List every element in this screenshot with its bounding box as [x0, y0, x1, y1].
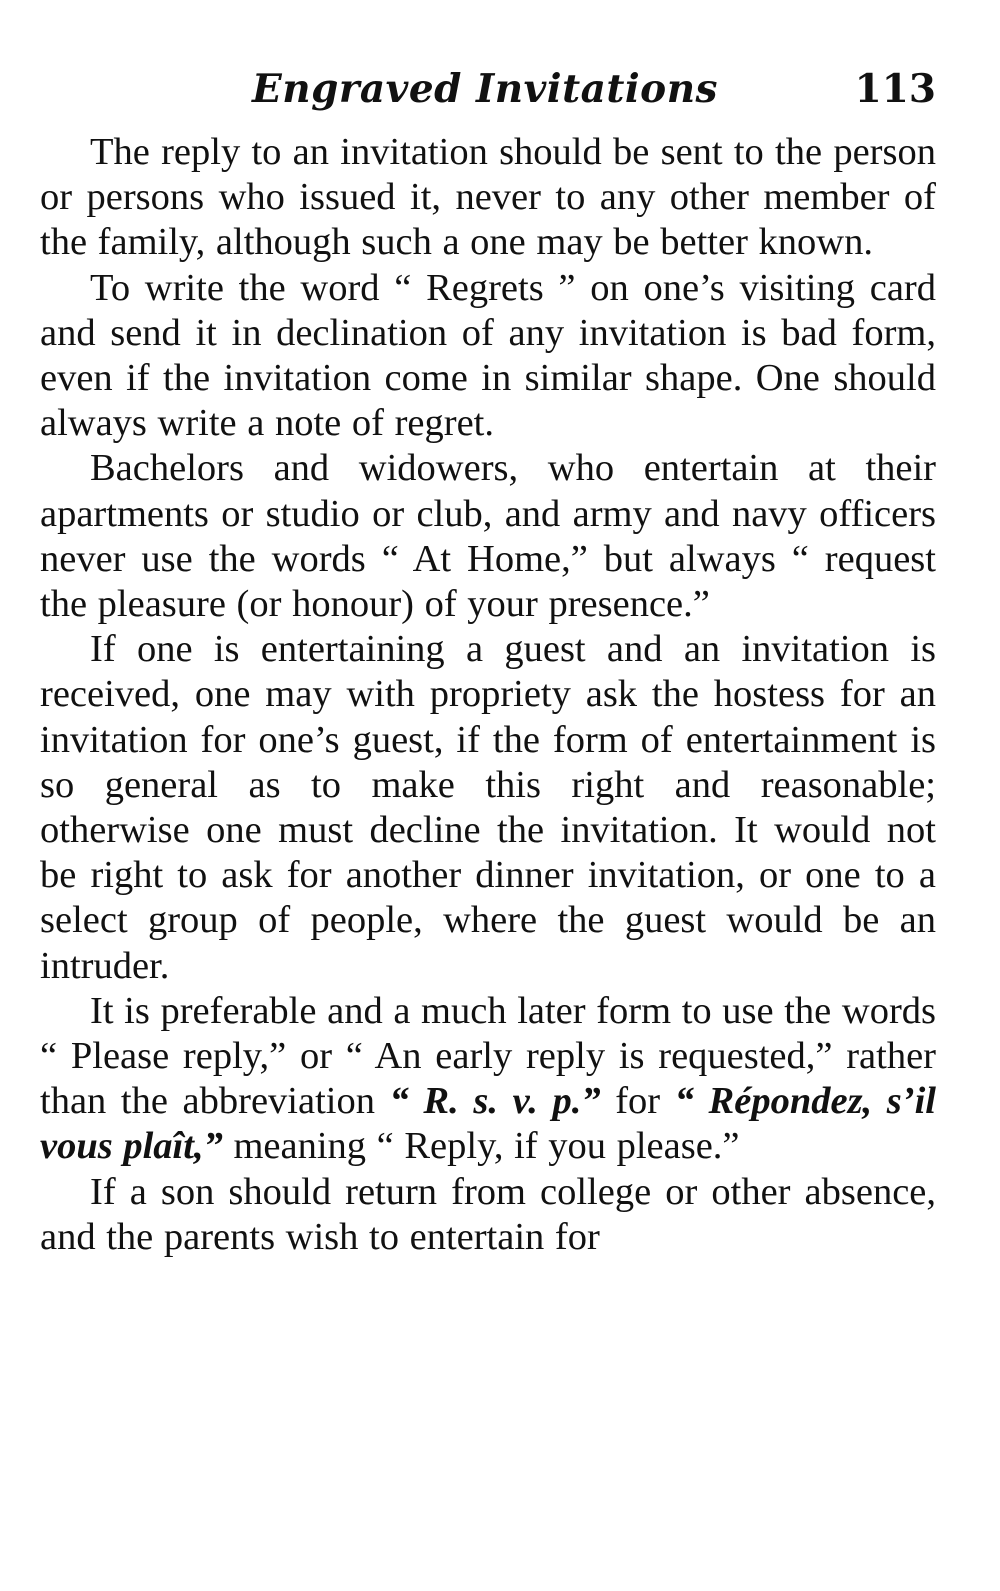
- rsvp-text-before: It is preferable and a much later form to use the words “ Please reply,” or “ An early reply is requested,” rather than the abbreviation: [40, 989, 936, 1123]
- rsvp-french-phrase: “ Répondez, s’il vous plaît,”: [40, 1080, 936, 1168]
- book-page: [40, 56, 936, 1260]
- paragraph-bachelors: Bachelors and widowers, who entertain at their apartments or studio or club, and army and navy officers never use the words “ At Home,” but always “ request the pleasure (or honour) of your presence.”: [40, 447, 936, 626]
- page-header: [40, 56, 936, 130]
- paragraph-son-returning: If a son should return from college or other absence, and the parents wish to entertain for: [40, 1170, 936, 1258]
- running-title: Engraved Invitations: [252, 66, 719, 112]
- rsvp-text-after: meaning “ Reply, if you please.”: [222, 1125, 740, 1168]
- paragraph-rsvp: [40, 989, 936, 1170]
- rsvp-text-middle: for: [600, 1080, 675, 1123]
- paragraph-guest-invitation: If one is entertaining a guest and an invitation is received, one may with propriety ask the hostess for an invitation for one’s guest, if the form of entertainment is so general as to make this right and reasonable; otherwise one must decline the invitation. It would not be right to ask for another dinner invitation, or one to a select group of people, where the guest would be an intruder.: [40, 628, 936, 987]
- paragraph-regrets-card: To write the word “ Regrets ” on one’s visiting card and send it in declination of any invitation is bad form, even if the invitation come in similar shape. One should always write a note of regret.: [40, 266, 936, 445]
- paragraph-reply-recipient: The reply to an invitation should be sent to the person or persons who issued it, never to any other member of the family, although such a one may be better known.: [40, 131, 936, 264]
- page-number: 113: [854, 66, 936, 112]
- rsvp-abbreviation: “ R. s. v. p.”: [389, 1080, 601, 1123]
